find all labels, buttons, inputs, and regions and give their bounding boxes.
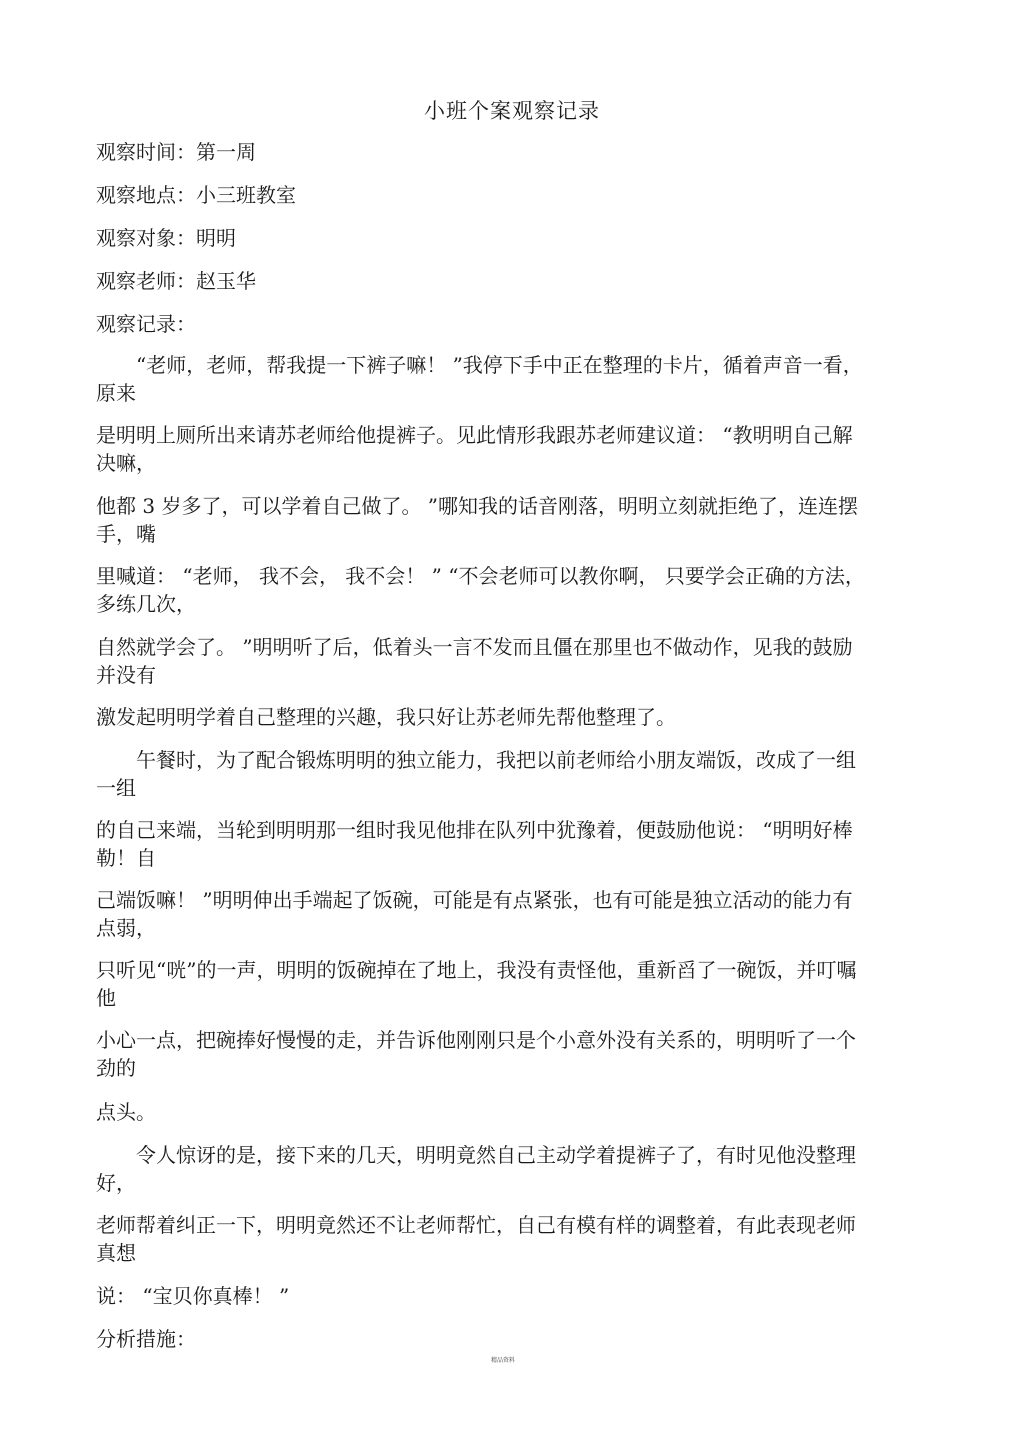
- section-heading: 分析措施：: [96, 1327, 196, 1351]
- paragraph: 只听见“咣”的一声，明明的饭碗掉在了地上，我没有责怪他，重新舀了一碗饭，并叮嘱他: [96, 958, 857, 1010]
- document-title: 小班个案观察记录: [424, 99, 600, 123]
- paragraph: 点头。: [96, 1100, 156, 1124]
- field-observation-location: 观察地点：小三班教室: [96, 183, 296, 207]
- field-observation-record: 观察记录：: [96, 312, 196, 336]
- paragraph: 里喊道： “老师， 我不会， 我不会！ ” “不会老师可以教你啊， 只要学会正确的方法， 多练几次，: [96, 564, 865, 616]
- paragraph: 的自己来端，当轮到明明那一组时我见他排在队列中犹豫着，便鼓励他说： “明明好棒勒！自: [96, 818, 853, 870]
- field-observation-time: 观察时间：第一周: [96, 140, 256, 164]
- paragraph: 自然就学会了。 ”明明听了后，低着头一言不发而且僵在那里也不做动作，见我的鼓励并没有: [96, 635, 853, 687]
- paragraph: 小心一点，把碗捧好慢慢的走，并告诉他刚刚只是个小意外没有关系的，明明听了一个劲的: [96, 1028, 856, 1080]
- paragraph: 己端饭嘛！ ”明明伸出手端起了饭碗，可能是有点紧张，也有可能是独立活动的能力有点弱，: [96, 888, 853, 940]
- field-observation-teacher: 观察老师：赵玉华: [96, 269, 256, 293]
- paragraph: “老师，老师，帮我提一下裤子嘛！ ”我停下手中正在整理的卡片，循着声音一看，原来: [96, 353, 863, 405]
- paragraph: 午餐时，为了配合锻炼明明的独立能力，我把以前老师给小朋友端饭，改成了一组一组: [96, 748, 856, 800]
- paragraph: 老师帮着纠正一下，明明竟然还不让老师帮忙，自己有模有样的调整着，有此表现老师真想: [96, 1213, 856, 1265]
- paragraph: 是明明上厕所出来请苏老师给他提裤子。见此情形我跟苏老师建议道： “教明明自己解决嘛，: [96, 423, 853, 475]
- paragraph: 令人惊讶的是，接下来的几天，明明竟然自己主动学着提裤子了，有时见他没整理好，: [96, 1143, 856, 1195]
- paragraph: 他都 3 岁多了，可以学着自己做了。 ”哪知我的话音刚落，明明立刻就拒绝了，连连摆手，嘴: [96, 494, 859, 546]
- paragraph: 说： “宝贝你真棒！ ”: [96, 1284, 290, 1308]
- field-observation-subject: 观察对象：明明: [96, 226, 236, 250]
- footer-watermark: 精品资料: [491, 1357, 516, 1364]
- paragraph: 激发起明明学着自己整理的兴趣，我只好让苏老师先帮他整理了。: [96, 705, 676, 729]
